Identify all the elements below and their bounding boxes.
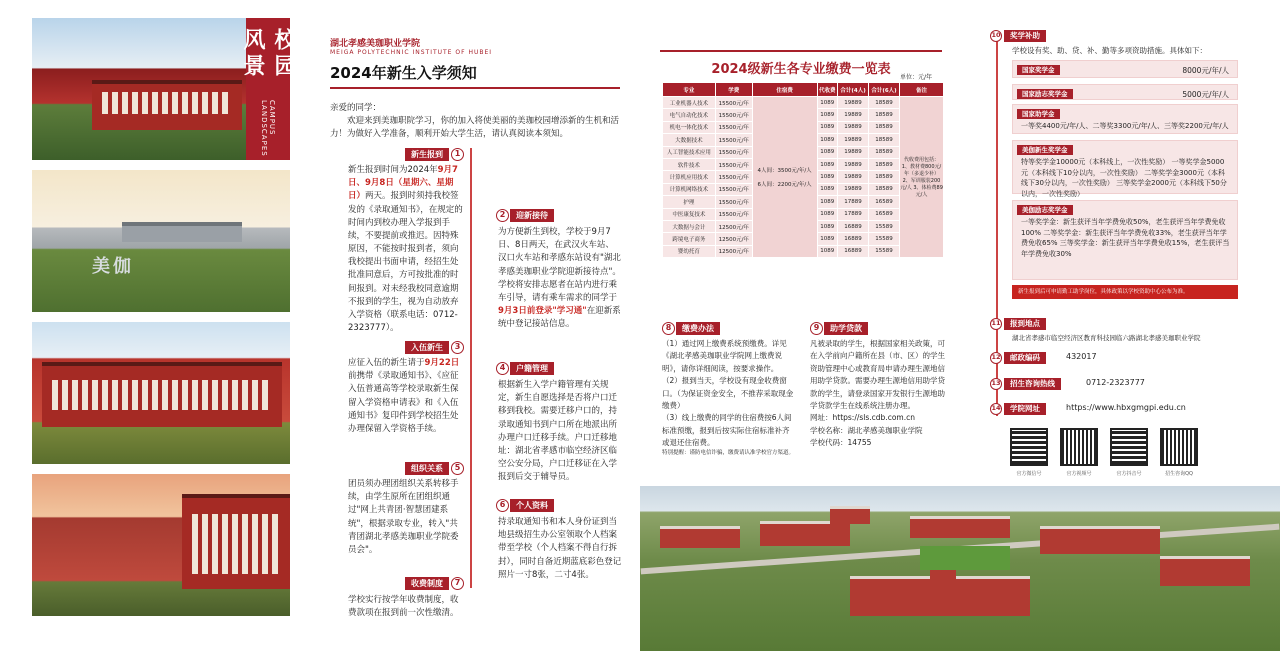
fee-tuition-cell: 15500元/年: [715, 208, 752, 220]
fee-total4-cell: 17889: [838, 196, 869, 208]
dorm-4: 4人间：3500元/年/人: [757, 168, 812, 175]
section-10-intro: 学校设有奖、助、贷、补、勤等多项资助措施。具体如下：: [1012, 46, 1207, 55]
fee-tuition-cell: 15500元/年: [715, 158, 752, 170]
section-8-line-1: （1）通过网上缴费系统预缴费。详见《湖北孝感美珈职业学院网上缴费说明》，请你详细阅读，按要求操作。: [662, 339, 787, 373]
loan-school-code: 学校代码：14755: [810, 438, 872, 447]
section-9-line-1: 凡被录取的学生，根据国家相关政策，可在入学前向户籍所在县（市、区）的学生资助管理中心或教育局申请办理生源地信用助学贷款。需要办理生源地信用助学贷款的学生，请登录国家开发银行生源地助学贷款学生在线系统注册办理。: [810, 339, 945, 410]
fee-header-cell: 合计(6人): [869, 83, 900, 97]
section-9-text: [810, 338, 950, 449]
scholarship-name: 国家助学金: [1017, 109, 1060, 119]
report-address: 湖北省孝感市临空经济区教育科技园临六路湖北孝感美珈职业学院: [1012, 334, 1201, 342]
fee-total6-cell: 16589: [869, 208, 900, 220]
section-7-number: 7: [451, 577, 464, 590]
qr-caption-1: 官方微信号: [1016, 471, 1042, 477]
fee-major-cell: 电气自动化技术: [663, 109, 716, 121]
scholarship-box: [1012, 200, 1238, 280]
fee-header-cell: 合计(4人): [838, 83, 869, 97]
greeting: 亲爱的同学：: [330, 103, 382, 113]
scholarship-detail: 特等奖学金10000元（本科线上，一次性奖励） 一等奖学金5000元（本科线下10分以内，一次性奖励） 二等奖学金3000元（本科线下30分以内，一次性奖励） 三等奖学金2000元（本科线下50分以内，一次性奖励）: [1021, 158, 1227, 198]
fee-tuition-cell: 15500元/年: [715, 171, 752, 183]
fee-major-cell: 跨境电子商务: [663, 233, 716, 245]
dorm-6: 6人间：2200元/年/人: [757, 182, 812, 189]
fee-total4-cell: 17889: [838, 208, 869, 220]
fee-agency-cell: 1089: [817, 146, 838, 158]
qr-video-icon[interactable]: [1060, 428, 1098, 466]
fee-total6-cell: 16589: [869, 196, 900, 208]
section-8-tag: 缴费办法: [676, 322, 720, 335]
campus-photo-3: [32, 322, 290, 464]
section-6-number: 6: [496, 499, 509, 512]
section-2-pre: 为方便新生到校，学校于9月7日、8日两天，在武汉火车站、汉口火车站和孝感东站设有"湖北孝感美珈职业学院迎新接待点"。学校将安排志愿者在站内进行乘车引导，请有乘车需求的同学于: [498, 227, 621, 303]
scholarship-detail: 一等奖学金：新生获评当年学费免收50%，老生获评当年学费免收100% 二等奖学金：新生获评当年学费免收33%，老生获评当年学费免收65% 三等奖学金：新生获评当年学费免收15%，老生获评当年学费免收30%: [1021, 218, 1230, 258]
scholarship-detail: 一等奖4400元/年/人、二等奖3300元/年/人、三等奖2200元/年/人: [1021, 122, 1229, 130]
fee-total4-cell: 16889: [838, 245, 869, 257]
fee-total6-cell: 18589: [869, 97, 900, 109]
qr-qq-icon[interactable]: [1160, 428, 1198, 466]
fee-major-cell: 中医康复技术: [663, 208, 716, 220]
qr-wechat-icon[interactable]: [1010, 428, 1048, 466]
school-name-en: MEIGA POLYTECHNIC INSTITUTE OF HUBEI: [330, 49, 493, 56]
fee-total4-cell: 19889: [838, 109, 869, 121]
section-14-number: 14: [990, 403, 1002, 415]
section-13-tag: 招生咨询热线: [1004, 378, 1061, 390]
fee-agency-cell: 1089: [817, 245, 838, 257]
section-1-pre: 新生报到时间为2024年: [348, 165, 438, 175]
section-7-text: 学校实行按学年收费制度，收费款项在报到前一次性缴清。: [348, 595, 459, 619]
fee-total4-cell: 19889: [838, 183, 869, 195]
loan-school-name: 学校名称：湖北孝感美珈职业学院: [810, 425, 923, 435]
section-3-post: 前携带《录取通知书》、《应征入伍普通高等学校录取新生保留入学资格申请表》和《入伍通知书》复印件到学校招生处办理保留入学资格手续。: [348, 371, 459, 434]
fee-agency-cell: 1089: [817, 171, 838, 183]
fee-tuition-cell: 15500元/年: [715, 97, 752, 109]
fee-header-cell: 备注: [900, 83, 944, 97]
fee-tuition-cell: 15500元/年: [715, 121, 752, 133]
fee-agency-cell: 1089: [817, 158, 838, 170]
section-9-tag: 助学贷款: [824, 322, 868, 335]
scholarship-amount: 5000元/年/人: [1182, 90, 1229, 99]
scholarship-box: [1012, 140, 1238, 198]
fee-dorm-cell: [752, 97, 817, 258]
fee-table-title: 2024级新生各专业缴费一览表: [660, 50, 942, 77]
fee-total6-cell: 15589: [869, 233, 900, 245]
scholarship-name: 国家奖学金: [1017, 65, 1060, 75]
section-1-text: [348, 164, 466, 335]
school-name: 湖北孝感美珈职业学院: [330, 39, 421, 49]
section-1-number: 1: [451, 148, 464, 161]
fee-major-cell: 人工智能技术应用: [663, 146, 716, 158]
section-5-text: 团员须办理团组织关系转移手续，由学生原所在团组织通过"网上共青团·智慧团建系统"，根据录取专业，转入"共青团湖北孝感美珈职业学院委员会"。: [348, 479, 459, 555]
fee-tuition-cell: 12500元/年: [715, 233, 752, 245]
scholarship-box: [1012, 60, 1238, 78]
section-12-tag: 邮政编码: [1004, 352, 1046, 364]
section-3-tag: 入伍新生: [405, 341, 449, 354]
section-3-highlight: 9月22日: [424, 358, 460, 368]
section-3-pre: 应征入伍的新生请于: [348, 358, 425, 368]
fee-total4-cell: 19889: [838, 134, 869, 146]
title-divider: [330, 87, 620, 89]
section-6-text: 持录取通知书和本人身份证到当地县级招生办公室领取个人档案带至学校（个人档案不得自行拆封），同时自备近期蓝底彩色登记照片一寸8张，二寸4张。: [498, 517, 622, 580]
timeline-line: [470, 148, 472, 588]
fee-total6-cell: 18589: [869, 146, 900, 158]
section-6-tag: 个人资料: [510, 499, 554, 512]
hotline[interactable]: 0712-2323777: [1086, 378, 1145, 387]
section-2-post: 在迎新系统中登记接站信息。: [498, 306, 621, 330]
fee-total4-cell: 19889: [838, 97, 869, 109]
fee-tuition-cell: 12500元/年: [715, 220, 752, 232]
fee-row: [663, 97, 944, 109]
scholarship-amount: 8000元/年/人: [1182, 66, 1229, 75]
fee-total4-cell: 19889: [838, 171, 869, 183]
fee-tuition-cell: 15500元/年: [715, 134, 752, 146]
fee-header-cell: 学费: [715, 83, 752, 97]
fee-total4-cell: 16889: [838, 233, 869, 245]
intro-text: 欢迎来到美珈职院学习，你的加入将使美丽的美珈校园增添新的生机和活力！为做好入学准备，顺利开始大学生活，请认真阅读本须知。: [330, 116, 620, 140]
section-12-number: 12: [990, 352, 1002, 364]
scholarship-name: 美伽新生奖学金: [1017, 145, 1073, 155]
scholarship-box: [1012, 104, 1238, 134]
fee-total6-cell: 18589: [869, 183, 900, 195]
section-8-line-2: （2）报到当天，学校设有现金收费窗口。（为保证资金安全，不推荐采取现金缴费）: [662, 376, 794, 410]
qr-caption-3: 官方抖音号: [1116, 471, 1142, 477]
fee-total6-cell: 18589: [869, 171, 900, 183]
fee-major-cell: 婴幼托育: [663, 245, 716, 257]
fee-major-cell: 计算机应用技术: [663, 171, 716, 183]
fee-major-cell: 计算机网络技术: [663, 183, 716, 195]
fee-total6-cell: 15589: [869, 245, 900, 257]
fee-table: [662, 82, 944, 258]
section-1-post: 两天。报到时须持我校签发的《录取通知书》，在规定的时间内到校办理入学报到手续，不要提前或推迟。因特殊原因，不能按时报到者，须向我校提出书面申请，经招生处批准同意后，方可按批准的时间报到。对未经我校同意逾期不报到的学生，视为自动放弃入学资格（联系电话：0712-2323777）。: [348, 191, 463, 334]
scholarship-box: [1012, 84, 1238, 100]
campus-title: 校园风景: [240, 28, 296, 80]
campus-photo-2: [32, 170, 290, 312]
fee-major-cell: 大数据与会计: [663, 220, 716, 232]
section-13-number: 13: [990, 378, 1002, 390]
section-8-line-3: （3）线上缴费的同学的住宿费按6人间标准预缴，报到后按实际住宿标准补齐或退还住宿费。: [662, 413, 792, 447]
section-8-number: 8: [662, 322, 675, 335]
fee-header-cell: 专业: [663, 83, 716, 97]
section-2-text: [498, 226, 622, 331]
fee-major-cell: 护理: [663, 196, 716, 208]
fee-tuition-cell: 15500元/年: [715, 109, 752, 121]
fee-tuition-cell: 15500元/年: [715, 146, 752, 158]
section-4-number: 4: [496, 362, 509, 375]
fee-agency-cell: 1089: [817, 183, 838, 195]
section-4-text: 根据新生入学户籍管理有关规定，新生自愿选择是否将户口迁移到我校。需要迁移户口的，持录取通知书到户口所在地派出所办理户口迁移手续。户口迁移地址：湖北省孝感市临空经济区临空公安分局，户口迁移证在入学报到后交于辅导员。: [498, 380, 618, 483]
fee-total4-cell: 19889: [838, 146, 869, 158]
section-1-highlight: 9月7日、9月8日（星期六、星期日）: [348, 165, 458, 202]
section-3-number: 3: [451, 341, 464, 354]
fee-agency-cell: 1089: [817, 208, 838, 220]
scholarship-name: 美伽励志奖学金: [1017, 205, 1073, 215]
section-9-number: 9: [810, 322, 823, 335]
fee-total6-cell: 15589: [869, 220, 900, 232]
fee-remark-cell: 代收费用包括：1、教材费800元/年（多退少补） 2、军训服装200元/人 3、体检费89元/人: [900, 97, 944, 258]
qr-caption-4: 招生咨询QQ: [1165, 471, 1193, 477]
fee-header-cell: 住宿费: [752, 83, 817, 97]
campus-title-en: CAMPUS LANDSCAPES: [260, 99, 276, 157]
fee-agency-cell: 1089: [817, 220, 838, 232]
fee-tuition-cell: 12500元/年: [715, 245, 752, 257]
fee-tuition-cell: 15500元/年: [715, 196, 752, 208]
scholarship-name: 国家励志奖学金: [1017, 89, 1073, 99]
campus-aerial-photo: [640, 486, 1280, 651]
fee-agency-cell: 1089: [817, 196, 838, 208]
section-2-number: 2: [496, 209, 509, 222]
sports-field: [920, 546, 1010, 570]
section-5-tag: 组织关系: [405, 462, 449, 475]
postal-code: 432017: [1066, 352, 1097, 361]
fee-total4-cell: 16889: [838, 220, 869, 232]
fee-total6-cell: 18589: [869, 121, 900, 133]
loan-website[interactable]: 网址：https://sls.cdb.com.cn: [810, 413, 915, 423]
fee-table-header: [663, 83, 944, 97]
qr-caption-2: 官方视频号: [1066, 471, 1092, 477]
fee-agency-cell: 1089: [817, 97, 838, 109]
fee-tuition-cell: 15500元/年: [715, 183, 752, 195]
fee-total4-cell: 19889: [838, 121, 869, 133]
section-5-number: 5: [451, 462, 464, 475]
campus-title-band: [240, 18, 296, 160]
section-14-tag: 学院网址: [1004, 403, 1046, 415]
section-10-number: 10: [990, 30, 1002, 42]
section-1-tag: 新生报到: [405, 148, 449, 161]
campus-sign-text: 美伽: [92, 256, 134, 277]
fee-agency-cell: 1089: [817, 121, 838, 133]
section-4-tag: 户籍管理: [510, 362, 554, 375]
fee-total6-cell: 18589: [869, 158, 900, 170]
section-11-tag: 报到地点: [1004, 318, 1046, 330]
fee-unit: 单位：元/年: [900, 74, 933, 81]
notice-header: [330, 36, 620, 141]
fee-major-cell: 大数据技术: [663, 134, 716, 146]
fee-table-body: [663, 97, 944, 258]
fee-total6-cell: 18589: [869, 109, 900, 121]
fee-total6-cell: 18589: [869, 134, 900, 146]
fee-total4-cell: 19889: [838, 158, 869, 170]
fee-major-cell: 工业机器人技术: [663, 97, 716, 109]
section-2-highlight: 9月3日前登录"学习通": [498, 306, 587, 317]
section-8-text: [662, 338, 794, 458]
section-3-text: [348, 357, 466, 436]
fee-major-cell: 软件技术: [663, 158, 716, 170]
section-11-number: 11: [990, 318, 1002, 330]
section-8-line-4: 特别提醒：谨防电信诈骗，缴费请认准学校官方渠道。: [662, 450, 795, 457]
section-2-tag: 迎新接待: [510, 209, 554, 222]
campus-photo-4: [32, 474, 290, 616]
scholarship-note: 新生报到后可申请勤工助学岗位，具体政策以学校资助中心公布为准。: [1012, 285, 1238, 299]
fee-major-cell: 机电一体化技术: [663, 121, 716, 133]
school-website[interactable]: https://www.hbxgmgpi.edu.cn: [1066, 403, 1186, 412]
section-10-tag: 奖学补助: [1004, 30, 1046, 42]
qr-douyin-icon[interactable]: [1110, 428, 1148, 466]
fee-agency-cell: 1089: [817, 134, 838, 146]
section-7-tag: 收费制度: [405, 577, 449, 590]
fee-agency-cell: 1089: [817, 233, 838, 245]
notice-title: 2024年新生入学须知: [330, 64, 477, 82]
fee-header-cell: 代收费: [817, 83, 838, 97]
fee-agency-cell: 1089: [817, 109, 838, 121]
